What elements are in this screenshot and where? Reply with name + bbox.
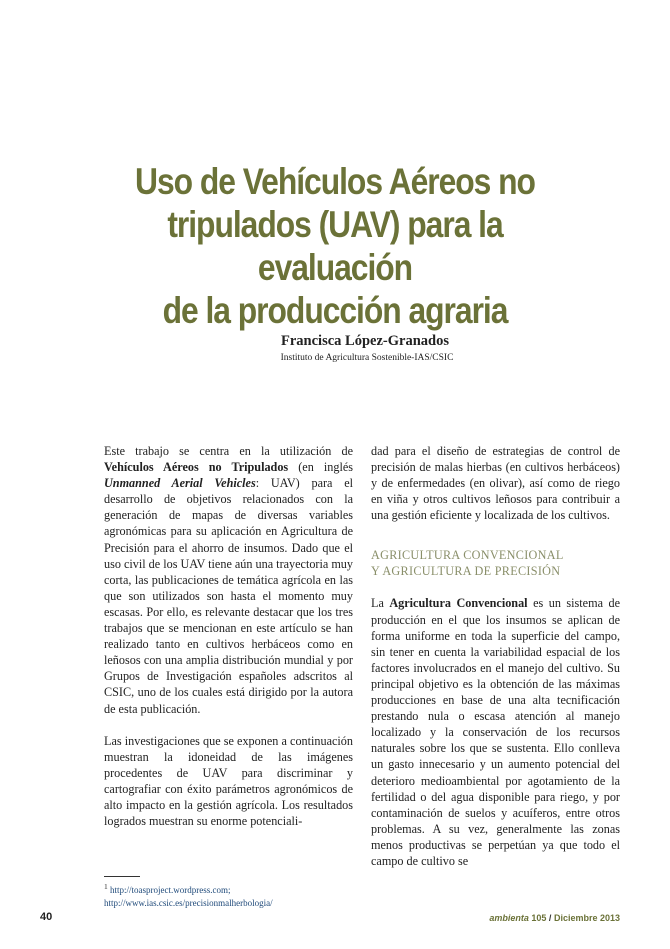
paragraph: Las investigaciones que se exponen a continuación muestran la idoneidad de las imágenes procedentes de UAV para discriminar y cartografiar con éxito parámetros agronómicos de alto impacto en la gestión agrícola. Los resultados logrados muestran su enorme potenciali- (104, 733, 353, 829)
separator: / (548, 913, 552, 923)
emphasis: Vehículos Aéreos no Tripulados (104, 460, 289, 475)
journal-footer (489, 913, 620, 923)
journal-name: ambienta (489, 913, 529, 923)
section-heading: AGRICULTURA CONVENCIONAL Y AGRICULTURA DE PRECISIÓN (371, 548, 564, 579)
footnote-number: 1 (104, 882, 108, 891)
article-title (99, 160, 572, 332)
right-column (371, 443, 620, 885)
footnote-divider (104, 876, 140, 877)
title-line-3: de la producción agraria (162, 290, 508, 331)
page-number: 40 (40, 911, 53, 923)
paragraph: Este trabajo se centra en la utilización de Vehículos Aéreos no Tripulados (en inglés Unmanned Aerial Vehicles: UAV) para el desarrollo de objetivos relacionados con la generación de mapas de diversas variables agronómicas para su aplicación en Agricultura de Precisión para el ahorro de insumos. Dado que el uso civil de los UAV tiene aún una trayectoria muy corta, las publicaciones de temática agrícola en las que son utilizados son hasta el momento muy escasas. Por ello, es relevante destacar que los tres trabajos que se mencionan en este artículo se han realizado tanto en cultivos herbáceos como en leñosos con una amplia distribución mundial y por Grupos de Investigación españoles adscritos al CSIC, uno de los cuales está dirigido por la autora de esta publicación. (104, 444, 353, 716)
title-line-1: Uso de Vehículos Aéreos no (135, 161, 535, 202)
footnote-link[interactable]: http://toasproject.wordpress.com; http://www.ias.csic.es/precisionmalherbologia/ (104, 885, 273, 908)
emphasis: Agricultura Convencional (389, 596, 528, 611)
author-affiliation: Instituto de Agricultura Sostenible-IAS/CSIC (280, 353, 454, 363)
issue-date: Diciembre 2013 (553, 913, 620, 923)
left-column (104, 443, 353, 845)
emphasis-italic: Unmanned Aerial Vehicles (104, 476, 256, 491)
footnote (104, 881, 353, 909)
paragraph: La Agricultura Convencional es un sistema de producción en el que los insumos se aplican de forma uniforme en toda la superficie del campo, sin tener en cuenta la variabilidad espacial de los factores involucrados en el manejo del cultivo. Su principal objetivo es la obtención de las máximas producciones en base de una alta tecnificación prestando nula o escasa atención al manejo localizado y la conservación de los recursos naturales sobre los que se sustenta. Ello conlleva un gasto innecesario y un aumento potencial del deterioro medioambiental por agotamiento de la fertilidad o del agua disponible para riego, y por contaminación de suelos y acuíferos, entre otros problemas. A su vez, generalmente las zonas menos productivas se perpetúan ya que todo el campo de cultivo se (371, 596, 620, 868)
paragraph: dad para el diseño de estrategias de control de precisión de malas hierbas (en cultivos herbáceos) y de enfermedades (en olivar), así como de riego en viña y otros cultivos leñosos para contribuir a una gestión eficiente y localizada de los cultivos. (371, 444, 620, 523)
author-name: Francisca López-Granados (281, 333, 449, 349)
title-line-2: tripulados (UAV) para la evaluación (167, 204, 503, 288)
issue-number: 105 (531, 913, 547, 923)
